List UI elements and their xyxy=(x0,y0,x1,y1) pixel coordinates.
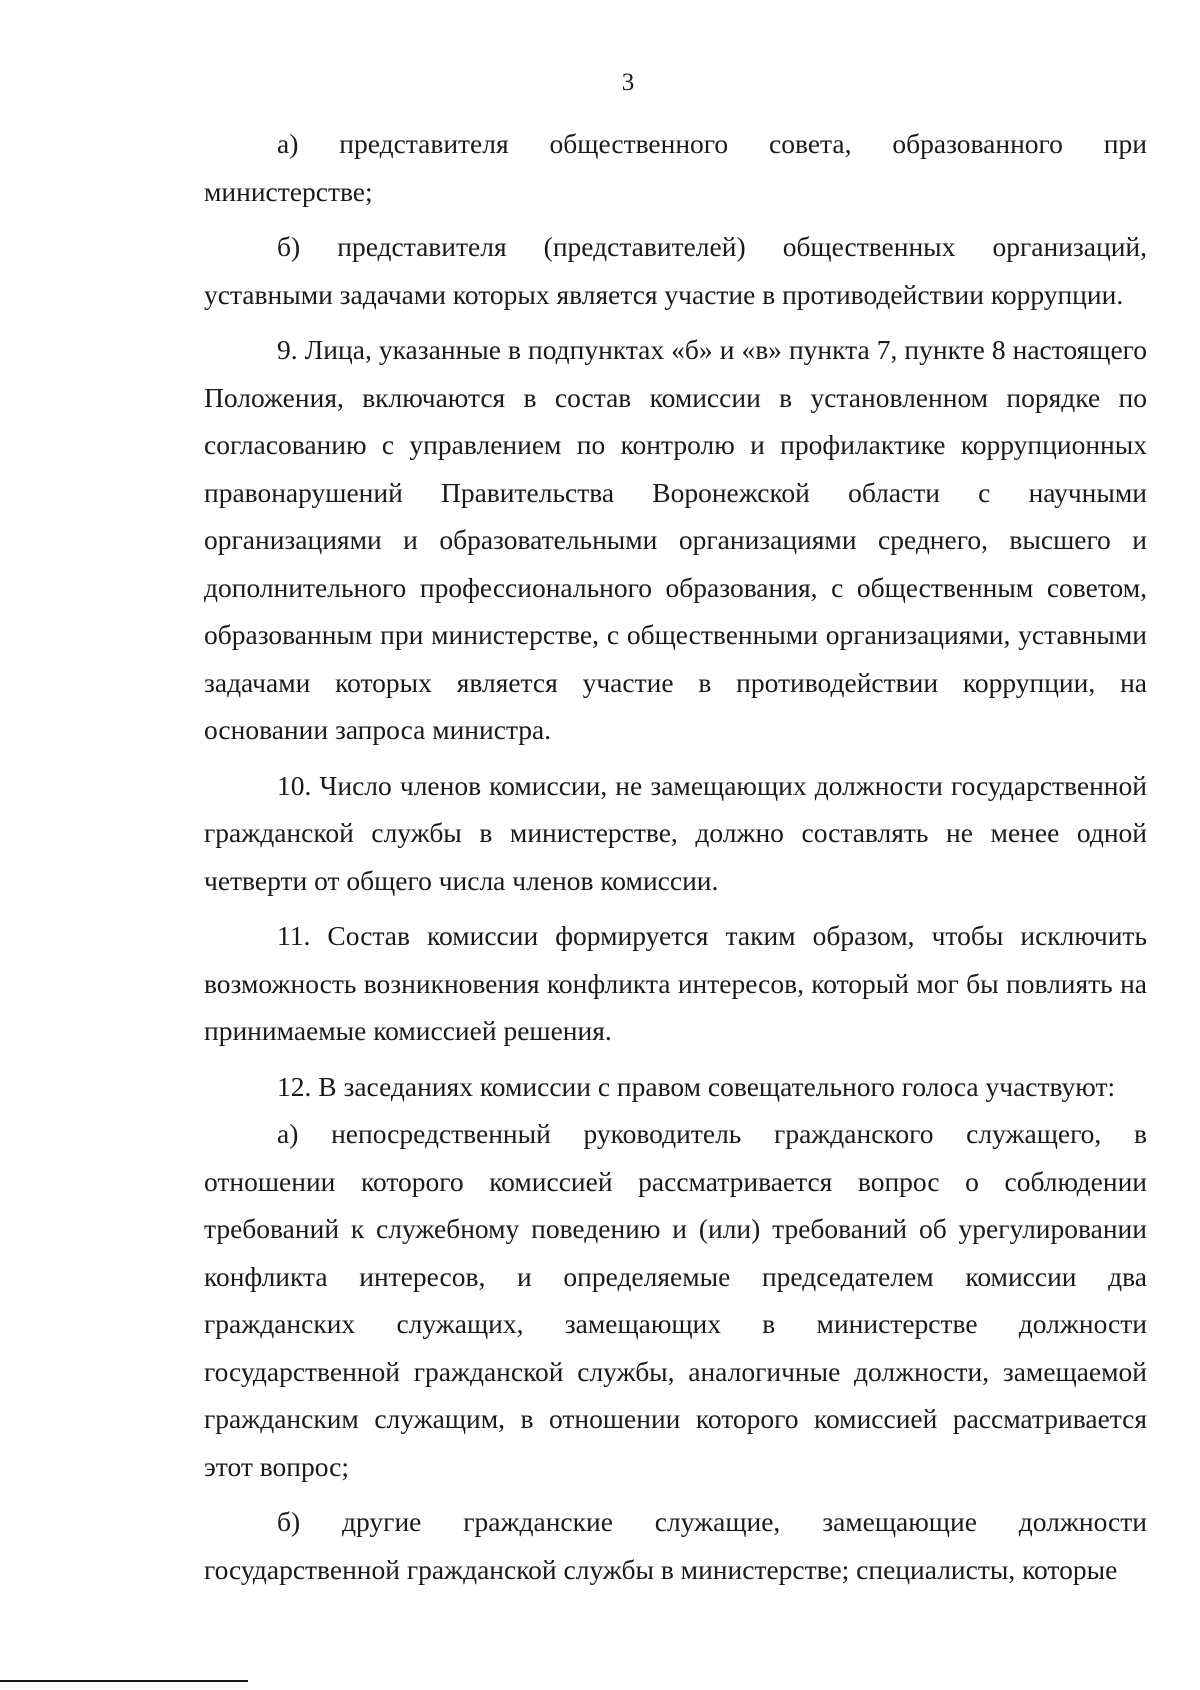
paragraph-item-12: 12. В заседаниях комиссии с правом совещательного голоса участвуют: xyxy=(277,1070,1116,1102)
paragraph-item-11: 11. Состав комиссии формируется таким образом, чтобы исключить возможность возникновения конфликта интересов, который мог бы повлиять на принимаемые комиссией решения. xyxy=(204,920,1147,1046)
page-number: 3 xyxy=(621,69,635,96)
footer-rule xyxy=(0,1680,248,1682)
paragraph-subitem-b-public-organizations: б) представителя (представителей) общественных организаций, уставными задачами которых является участие в противодействии коррупции. xyxy=(204,231,1147,310)
paragraph-item-12-subitem-b: б) другие гражданские служащие, замещающие должности государственной гражданской службы в министерстве; специалисты, которые xyxy=(204,1506,1147,1585)
paragraph-item-9: 9. Лица, указанные в подпунктах «б» и «в» пункта 7, пункте 8 настоящего Положения, включаются в состав комиссии в установленном порядке по согласованию с управлением по контролю и профилактике коррупционных правонарушений Правительства Воронежской области с научными организациями и образовательными организациями среднего, высшего и дополнительного профессионального образования, с общественным советом, образованным при министерстве, с общественными организациями, уставными задачами которых является участие в противодействии коррупции, на основании запроса министра. xyxy=(204,334,1147,745)
paragraph-item-10: 10. Число членов комиссии, не замещающих должности государственной гражданской службы в министерстве, должно составлять не менее одной четверти от общего числа членов комиссии. xyxy=(204,769,1147,896)
paragraph-subitem-a-public-council: а) представителя общественного совета, образованного при министерстве; xyxy=(204,128,1147,207)
paragraph-item-12-subitem-a: а) непосредственный руководитель гражданского служащего, в отношении которого комиссией рассматривается вопрос о соблюдении требований к служебному поведению и (или) требований об урегулировании конфликта интересов, и определяемые председателем комиссии два гражданских служащих, замещающих в министерстве должности государственной гражданской службы, аналогичные должности, замещаемой гражданским служащим, в отношении которого комиссией рассматривается этот вопрос; xyxy=(204,1118,1147,1482)
document-body xyxy=(204,120,1147,1593)
